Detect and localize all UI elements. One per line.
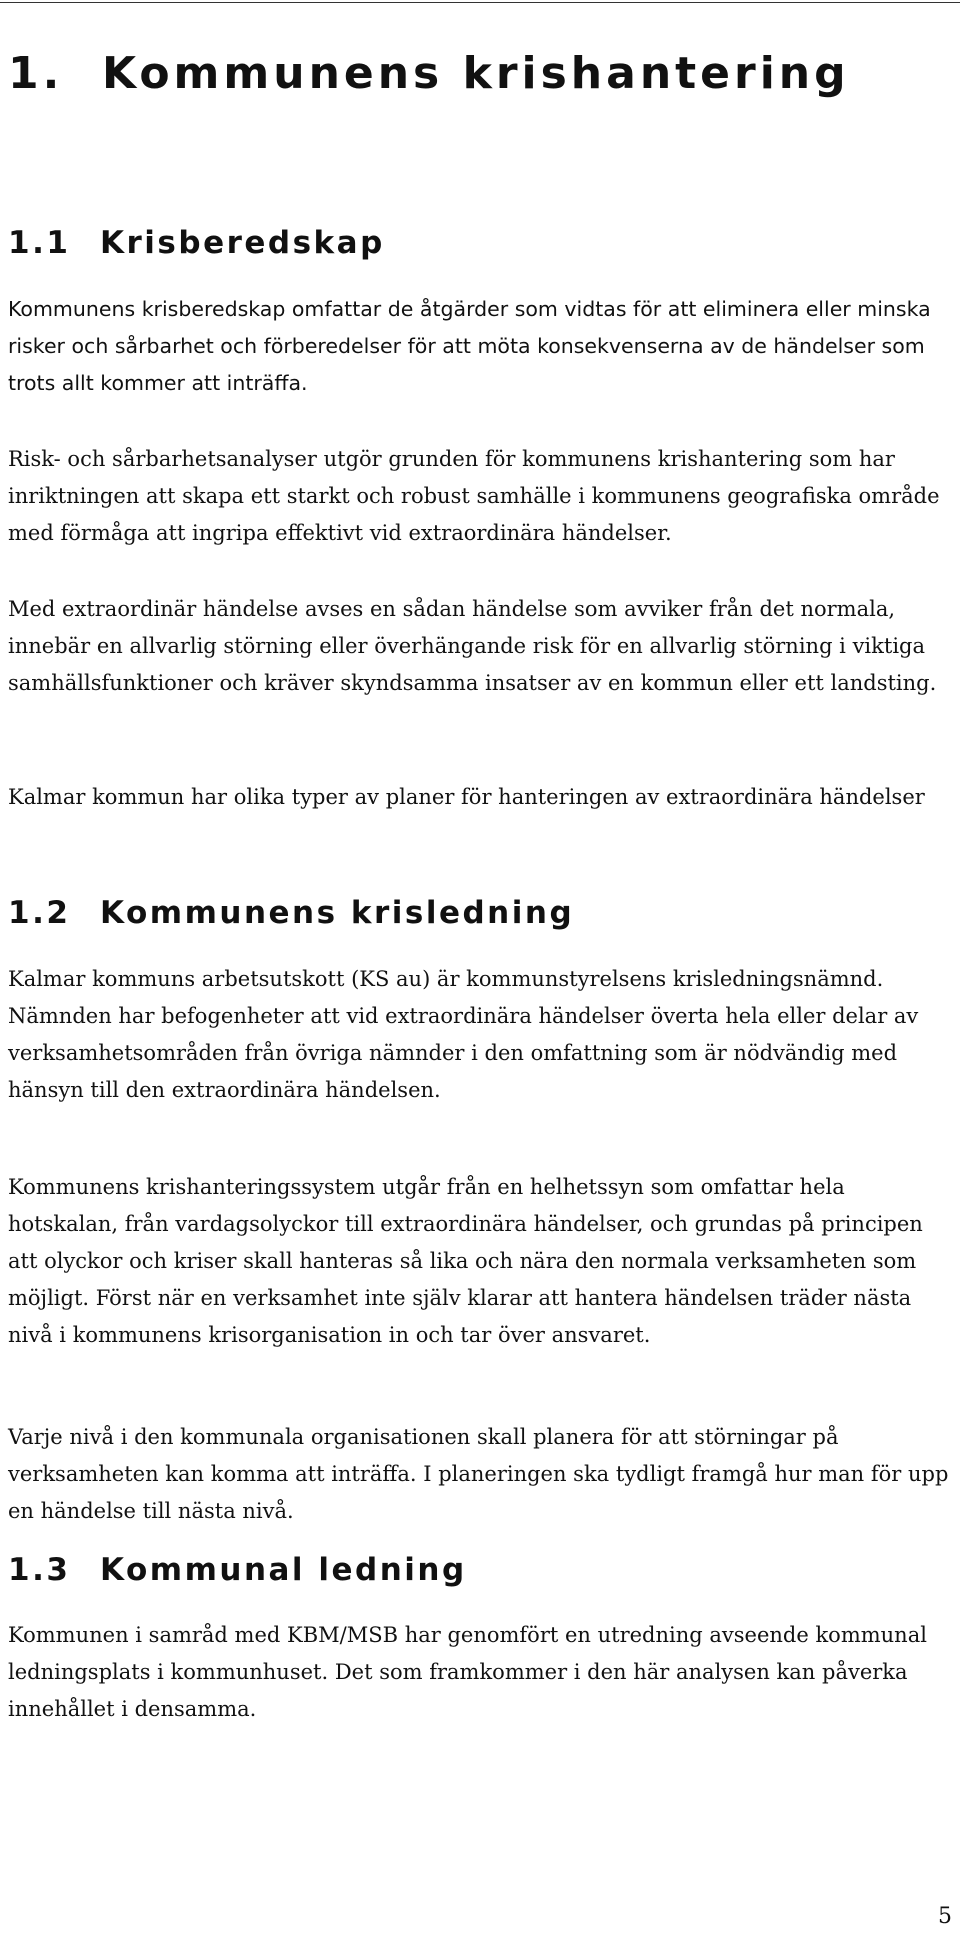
section-title: Krisberedskap [100,225,385,261]
top-rule [0,2,960,3]
section-heading-1-3 [8,1548,467,1592]
paragraph: Kalmar kommuns arbetsutskott (KS au) är kommunstyrelsens krisledningsnämnd. Nämnden har befogenheter att vid extraordinära händelser överta hela eller delar av verksamhetsområden från övriga nämnder i den omfattning som är nödvändig med hänsyn till den extraordinära händelsen. [8,967,919,1102]
paragraph: Varje nivå i den kommunala organisationen skall planera för att störningar på verksamheten kan komma att inträffa. I planeringen ska tydligt framgå hur man för upp en händelse till nästa nivå. [8,1425,949,1523]
section-number: 1.1 [8,225,71,261]
paragraph: Kommunens krisberedskap omfattar de åtgärder som vidtas för att eliminera eller minska risker och sårbarhet och förberedelser för att möta konsekvenserna av de händelser som trots allt kommer att inträffa. [8,297,931,395]
section-heading-1-2 [8,891,574,935]
paragraph: Kommunens krishanteringssystem utgår från en helhetssyn som omfattar hela hotskalan, från vardagsolyckor till extraordinära händelser, och grundas på principen att olyckor och kriser skall hanteras så lika och nära den normala verksamheten som möjligt. Först när en verksamhet inte själv klarar att hantera händelsen träder nästa nivå i kommunens krisorganisation in och tar över ansvaret. [8,1175,923,1347]
section-number: 1.2 [8,895,71,931]
section-number: 1.3 [8,1552,71,1588]
paragraph: Med extraordinär händelse avses en sådan händelse som avviker från det normala, innebär en allvarlig störning eller överhängande risk för en allvarlig störning i viktiga samhällsfunktioner och kräver skyndsamma insatser av en kommun eller ett landsting. [8,597,937,695]
chapter-number: 1. [8,48,64,99]
section-title: Kommunal ledning [100,1552,467,1588]
chapter-title: Kommunens krishantering [102,48,850,99]
section-heading-1-1 [8,221,385,265]
chapter-heading [8,44,850,104]
paragraph: Kalmar kommun har olika typer av planer för hanteringen av extraordinära händelser [8,785,925,809]
paragraph: Kommunen i samråd med KBM/MSB har genomfört en utredning avseende kommunal ledningsplats i kommunhuset. Det som framkommer i den här analysen kan påverka innehållet i densamma. [8,1623,927,1721]
page-number: 5 [938,1904,952,1929]
section-title: Kommunens krisledning [100,895,575,931]
paragraph: Risk- och sårbarhetsanalyser utgör grunden för kommunens krishantering som har inriktningen att skapa ett starkt och robust samhälle i kommunens geografiska område med förmåga att ingripa effektivt vid extraordinära händelser. [8,447,940,545]
